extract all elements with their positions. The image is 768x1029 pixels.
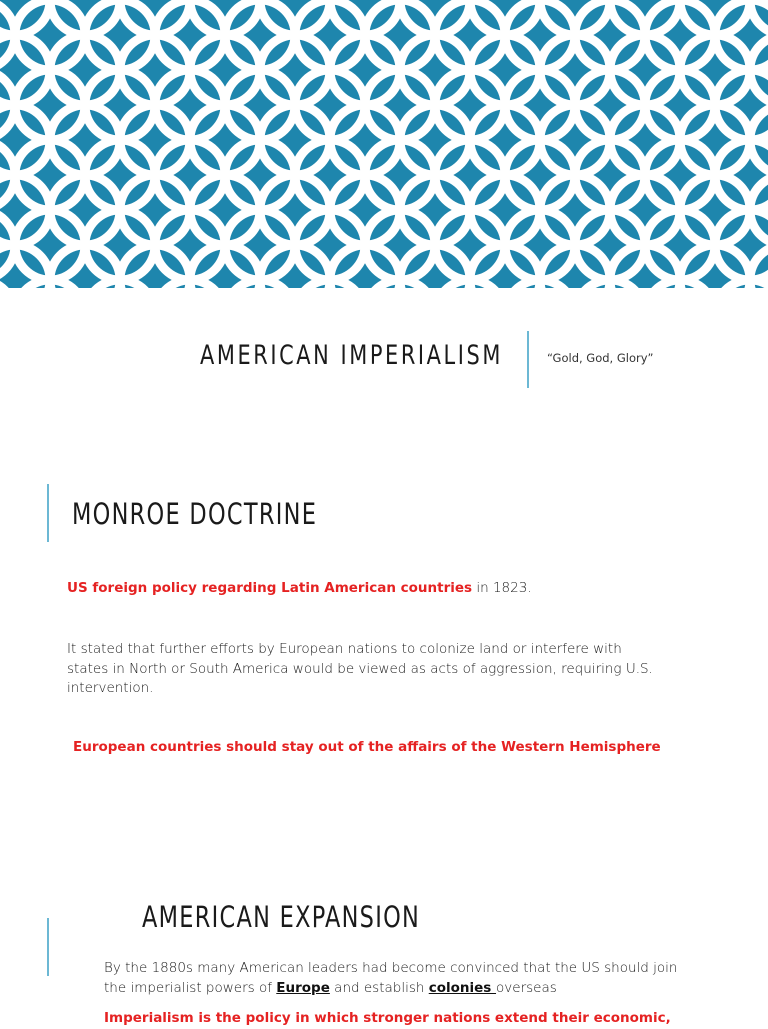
page-title: AMERICAN IMPERIALISM bbox=[200, 340, 503, 371]
monroe-intro-highlight: US foreign policy regarding Latin American countries bbox=[67, 580, 473, 596]
title-divider bbox=[527, 331, 529, 388]
europe-term: Europe bbox=[276, 979, 330, 996]
expansion-text-b: and establish bbox=[329, 979, 429, 996]
monroe-intro-rest: in 1823. bbox=[472, 580, 532, 596]
monroe-paragraph: It stated that further efforts by European nations to colonize land or interfere with states in North or South America would be viewed as acts of aggression, requiring U.S. intervention. bbox=[67, 641, 653, 696]
imperialism-definition: Imperialism is the policy in which stronger nations extend their economic, bbox=[104, 1010, 671, 1026]
monroe-intro bbox=[67, 579, 727, 599]
section-title-expansion: AMERICAN EXPANSION bbox=[142, 900, 421, 934]
colonies-term: colonies bbox=[428, 979, 497, 996]
subtitle: “Gold, God, Glory” bbox=[547, 351, 654, 365]
lattice-pattern bbox=[0, 0, 768, 288]
section-accent-bar-2 bbox=[47, 918, 49, 976]
section-accent-bar bbox=[47, 484, 49, 542]
expansion-text-a: By the 1880s many American leaders had become convinced that the US should join the imperialist powers of bbox=[104, 960, 678, 996]
pattern-banner bbox=[0, 0, 768, 288]
expansion-paragraph bbox=[104, 959, 684, 998]
monroe-emphasis: European countries should stay out of the affairs of the Western Hemisphere bbox=[73, 739, 661, 755]
section-title-monroe: MONROE DOCTRINE bbox=[72, 497, 318, 531]
expansion-text-c: overseas bbox=[496, 979, 557, 996]
